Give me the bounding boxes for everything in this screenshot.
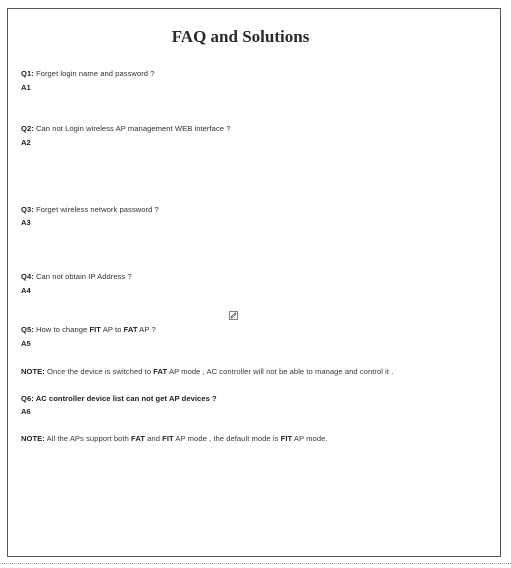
note-1-label: NOTE: (21, 367, 45, 376)
question-5-label: Q5: (21, 325, 34, 334)
question-5-text-c: AP ? (137, 325, 156, 334)
question-5-text-b: AP to (101, 325, 124, 334)
question-3 (21, 205, 159, 214)
page-bottom-divider (0, 563, 511, 564)
note-2 (21, 434, 328, 443)
note-2-text-b: and (144, 434, 163, 443)
question-1-text: Forget login name and password ? (35, 69, 155, 78)
question-2-text: Can not Login wireless AP management WEB interface ? (35, 124, 231, 133)
question-5-text-a: How to change (35, 325, 90, 334)
note-2-text-c: AP mode , the default mode is (173, 434, 281, 443)
page-title-text: FAQ and Solutions (171, 27, 310, 46)
answer-3-label: A3 (21, 218, 31, 227)
question-5 (21, 325, 156, 334)
question-3-label: Q3: (21, 205, 34, 214)
answer-6-label: A6 (21, 407, 31, 416)
note-2-fit: FIT (162, 434, 174, 443)
note-1-fat: FAT (153, 367, 168, 376)
note-2-label: NOTE: (21, 434, 45, 443)
answer-5-label: A5 (21, 339, 31, 348)
note-2-text-d: AP mode. (292, 434, 328, 443)
question-4-text: Can not obtain IP Address ? (35, 272, 132, 281)
answer-4-label: A4 (21, 286, 31, 295)
question-3-text: Forget wireless network password ? (35, 205, 159, 214)
question-6-label: Q6: (21, 394, 34, 403)
answer-2-label: A2 (21, 138, 31, 147)
question-6-text: AC controller device list can not get AP devices ? (35, 394, 217, 403)
note-2-text-a: All the APs support both (46, 434, 132, 443)
page-title (0, 27, 511, 47)
question-6 (21, 394, 217, 403)
question-4 (21, 272, 132, 281)
question-2-label: Q2: (21, 124, 34, 133)
answer-1-label: A1 (21, 83, 31, 92)
question-1 (21, 69, 155, 78)
document-page (7, 8, 501, 557)
note-1-text-b: AP mode , AC controller will not be able to manage and control it . (167, 367, 394, 376)
question-5-fit: FIT (89, 325, 101, 334)
edit-icon[interactable] (229, 311, 238, 320)
question-4-label: Q4: (21, 272, 34, 281)
question-5-fat: FAT (123, 325, 138, 334)
note-2-fit-default: FIT (280, 434, 293, 443)
note-1-text-a: Once the device is switched to (47, 367, 154, 376)
note-2-fat: FAT (131, 434, 145, 443)
question-2 (21, 124, 231, 133)
note-1 (21, 367, 393, 376)
question-1-label: Q1: (21, 69, 34, 78)
